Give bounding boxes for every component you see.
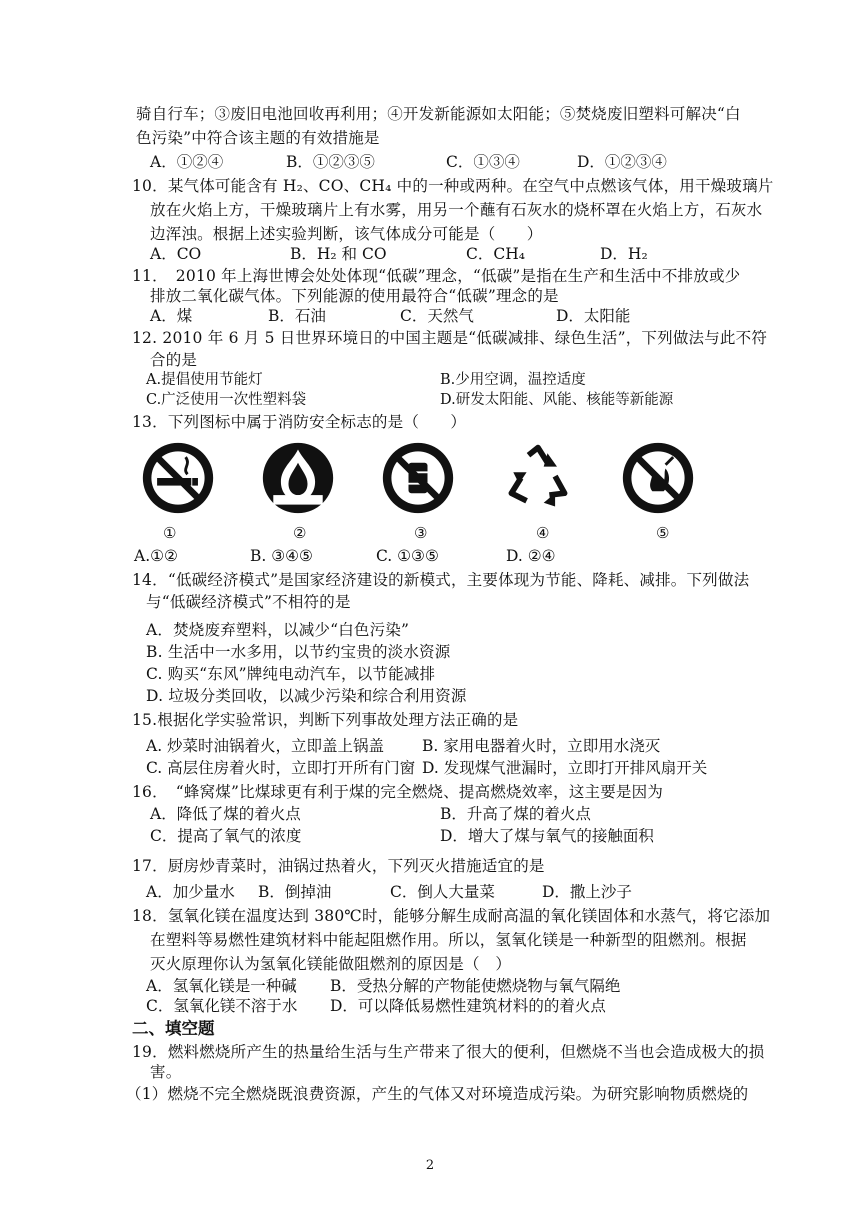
- q17-option-c: C．倒人大量菜: [390, 883, 495, 901]
- q15-line-1: 15.根据化学实验常识，判断下列事故处理方法正确的是: [132, 711, 519, 729]
- q14-option-c: C. 购买“东风”牌纯电动汽车，以节能减排: [146, 665, 436, 683]
- q19-line-1: 19．燃料燃烧所产生的热量给生活与生产带来了很大的便利，但燃烧不当也会造成极大的损: [132, 1043, 765, 1061]
- q13-option-a: A.①②: [134, 547, 178, 565]
- q13-option-d: D. ②④: [506, 547, 556, 565]
- q10-option-a: A．CO: [150, 245, 202, 263]
- q11-option-d: D．太阳能: [556, 307, 631, 325]
- q9-option-a: A．①②④: [150, 153, 224, 171]
- q10-line-3: 边浑浊。根据上述实验判断，该气体成分可能是（ ）: [150, 225, 543, 243]
- q17-option-d: D．撒上沙子: [542, 883, 632, 901]
- flammable-liquid-icon: [260, 440, 336, 516]
- q15-option-b: B. 家用电器着火时，立即用水浇灭: [422, 737, 661, 755]
- q17-option-a: A．加少量水: [146, 883, 235, 901]
- q11-option-c: C．天然气: [400, 307, 474, 325]
- q18-line-2: 在塑料等易燃性建筑材料中能起阻燃作用。所以，氢氧化镁是一种新型的阻燃剂。根据: [150, 931, 747, 949]
- q14-line-2: 与“低碳经济模式”不相符的是: [146, 593, 351, 611]
- q9-option-c: C．①③④: [446, 153, 520, 171]
- q10-option-c: C．CH₄: [466, 245, 525, 263]
- q12-line-2: 合的是: [150, 351, 198, 369]
- q14-option-d: D. 垃圾分类回收，以减少污染和综合利用资源: [146, 687, 467, 705]
- recycle-icon: [500, 440, 576, 516]
- q16-line-1: 16． “蜂窝煤”比煤球更有利于煤的完全燃烧、提高燃烧效率，这主要是因为: [132, 783, 664, 801]
- q18-option-d: D．可以降低易燃性建筑材料的的着火点: [330, 997, 606, 1015]
- q12-option-b: B.少用空调，温控适度: [440, 372, 586, 388]
- q13-option-c: C. ①③⑤: [376, 547, 439, 565]
- q18-option-a: A．氢氧化镁是一种碱: [146, 977, 297, 995]
- q9-line-1: 骑自行车；③废旧电池回收再利用；④开发新能源如太阳能；⑤焚烧废旧塑料可解决“白: [136, 105, 741, 123]
- safety-signs-row: [130, 440, 730, 520]
- q16-option-b: B．升高了煤的着火点: [440, 805, 591, 823]
- q17-option-b: B．倒掉油: [258, 883, 332, 901]
- q14-option-b: B. 生活中一水多用，以节约宝贵的淡水资源: [146, 643, 451, 661]
- q10-option-b: B．H₂ 和 CO: [290, 245, 387, 263]
- q19-line-2: 害。: [150, 1063, 182, 1081]
- no-oil-barrel-icon: [380, 440, 456, 516]
- q14-option-a: A．焚烧废弃塑料，以减少“白色污染”: [146, 621, 410, 639]
- icon-label-2: ②: [293, 524, 307, 542]
- q12-option-c: C.广泛使用一次性塑料袋: [146, 392, 307, 408]
- q9-option-d: D．①②③④: [577, 153, 667, 171]
- q12-line-1: 12. 2010 年 6 月 5 日世界环境日的中国主题是“低碳减排、绿色生活”，下列做法与此不符: [132, 329, 768, 347]
- q11-line-2: 排放二氧化碳气体。下列能源的使用最符合“低碳”理念的是: [150, 287, 559, 305]
- q10-line-1: 10．某气体可能含有 H₂、CO、CH₄ 中的一种或两种。在空气中点燃该气体，用干燥玻璃片: [132, 177, 774, 195]
- q11-line-1: 11． 2010 年上海世博会处处体现“低碳”理念，“低碳”是指在生产和生活中不排放或少: [132, 267, 741, 285]
- no-smoking-icon: [140, 440, 216, 516]
- q9-option-b: B．①②③⑤: [286, 153, 375, 171]
- no-open-flame-icon: [620, 440, 696, 516]
- q15-option-c: C. 高层住房着火时，立即打开所有门窗: [146, 759, 416, 777]
- q12-option-d: D.研发太阳能、风能、核能等新能源: [440, 392, 674, 408]
- q12-option-a: A.提倡使用节能灯: [146, 372, 263, 388]
- icon-label-5: ⑤: [656, 524, 670, 542]
- section-title: 二、填空题: [132, 1019, 215, 1038]
- q18-option-c: C．氢氧化镁不溶于水: [146, 997, 298, 1015]
- q18-option-b: B．受热分解的产物能使燃烧物与氧气隔绝: [330, 977, 621, 995]
- q18-line-3: 灭火原理你认为氢氧化镁能做阻燃剂的原因是（ ）: [150, 955, 512, 973]
- q11-option-b: B．石油: [268, 307, 326, 325]
- icon-label-4: ④: [536, 524, 550, 542]
- q16-option-a: A．降低了煤的着火点: [150, 805, 301, 823]
- q19-line-3: （1）燃烧不完全燃烧既浪费资源，产生的气体又对环境造成污染。为研究影响物质燃烧的: [126, 1085, 749, 1103]
- q13-option-b: B. ③④⑤: [250, 547, 313, 565]
- q10-line-2: 放在火焰上方，干燥玻璃片上有水雾，用另一个蘸有石灰水的烧杯罩在火焰上方，石灰水: [150, 201, 763, 219]
- q18-line-1: 18．氢氧化镁在温度达到 380℃时，能够分解生成耐高温的氧化镁固体和水蒸气，将它添加: [132, 907, 771, 925]
- q9-line-2: 色污染”中符合该主题的有效措施是: [136, 129, 380, 147]
- q15-option-a: A. 炒菜时油锅着火，立即盖上锅盖: [146, 737, 385, 755]
- q17-line-1: 17．厨房炒青菜时，油锅过热着火，下列灭火措施适宜的是: [132, 857, 545, 875]
- q13-line-1: 13．下列图标中属于消防安全标志的是（ ）: [132, 413, 467, 431]
- q15-option-d: D. 发现煤气泄漏时，立即打开排风扇开关: [422, 759, 708, 777]
- q11-option-a: A．煤: [150, 307, 193, 325]
- icon-label-3: ③: [414, 524, 428, 542]
- page-number: 2: [425, 1158, 435, 1173]
- q10-option-d: D．H₂: [600, 245, 648, 263]
- icon-label-1: ①: [163, 524, 177, 542]
- q16-option-d: D．增大了煤与氧气的接触面积: [440, 827, 654, 845]
- q16-option-c: C．提高了氧气的浓度: [150, 827, 302, 845]
- q14-line-1: 14．“低碳经济模式”是国家经济建设的新模式，主要体现为节能、降耗、减排。下列做法: [132, 571, 750, 589]
